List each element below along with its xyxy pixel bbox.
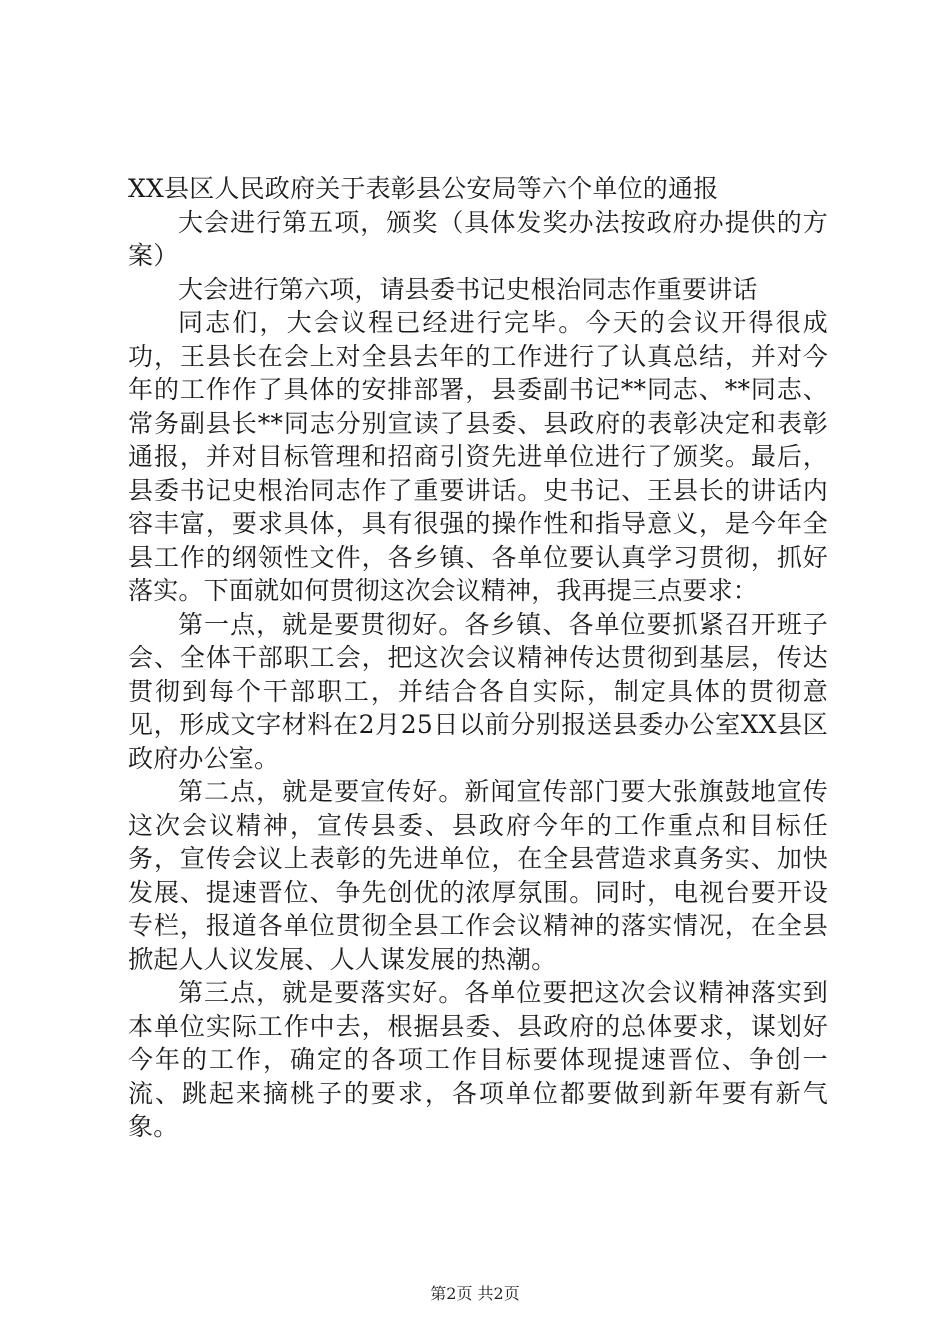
paragraph-point-three: 第三点，就是要落实好。各单位要把这次会议精神落实到本单位实际工作中去，根据县委、县政府的总体要求，谋划好今年的工作，确定的各项工作目标要体现提速晋位、争创一流、跳起来摘桃子的要求，各项单位都要做到新年要有新气象。 (128, 978, 828, 1141)
document-body (128, 172, 828, 1144)
paragraph-point-one: 第一点，就是要贯彻好。各乡镇、各单位要抓紧召开班子会、全体干部职工会，把这次会议精神传达贯彻到基层，传达贯彻到每个干部职工，并结合各自实际，制定具体的贯彻意见，形成文字材料在2月25日以前分别报送县委办公室XX县区政府办公室。 (128, 609, 828, 773)
paragraph-summary: 同志们，大会议程已经进行完毕。今天的会议开得很成功，王县长在会上对全县去年的工作进行了认真总结，并对今年的工作作了具体的安排部署，县委副书记**同志、**同志、常务副县长**同志分别宣读了县委、县政府的表彰决定和表彰通报，并对目标管理和招商引资先进单位进行了颁奖。最后，县委书记史根治同志作了重要讲话。史书记、王县长的讲话内容丰富，要求具体，具有很强的操作性和指导意义，是今年全县工作的纲领性文件，各乡镇、各单位要认真学习贯彻，抓好落实。下面就如何贯彻这次会议精神，我再提三点要求： (128, 308, 828, 605)
page-number-footer: 第2页 共2页 (430, 1284, 520, 1303)
paragraph-award-item: 大会进行第五项，颁奖（具体发奖办法按政府办提供的方案） (128, 207, 828, 270)
paragraph-speech-item: 大会进行第六项，请县委书记史根治同志作重要讲话 (178, 274, 758, 304)
paragraph-point-two: 第二点，就是要宣传好。新闻宣传部门要大张旗鼓地宣传这次会议精神，宣传县委、县政府今年的工作重点和目标任务，宣传会议上表彰的先进单位，在全县营造求真务实、加快发展、提速晋位、争先创优的浓厚氛围。同时，电视台要开设专栏，报道各单位贯彻全县工作会议精神的落实情况，在全县掀起人人议发展、人人谋发展的热潮。 (128, 777, 828, 974)
paragraph-notice-title: XX县区人民政府关于表彰县公安局等六个单位的通报 (128, 174, 719, 203)
